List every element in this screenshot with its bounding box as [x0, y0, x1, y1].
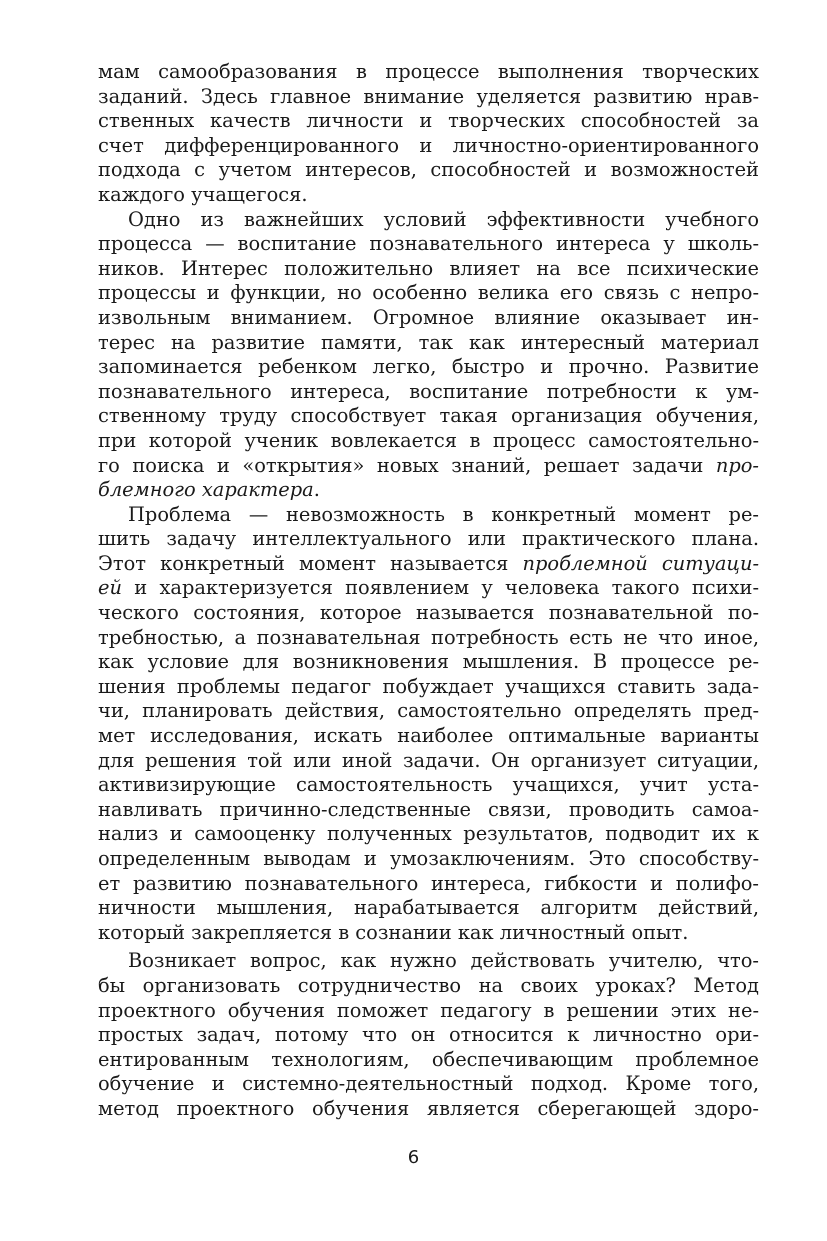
text-line: ничности мышления, нарабатывается алгоритм действий, [98, 896, 759, 920]
text-line [98, 454, 759, 479]
text-fragment: и характеризуется появлением у человека такого психи- [121, 576, 759, 600]
text-line: определенным выводам и умозаключениям. Это способству- [98, 847, 759, 870]
page-number: 6 [407, 1147, 420, 1168]
text-line: подхода с учетом интересов, способностей и возможностей [98, 158, 759, 182]
text-line: бы организовать сотрудничество на своих уроках? Метод [98, 973, 759, 997]
text-line [98, 576, 759, 601]
text-line: процесса — воспитание познавательного интереса у школь- [98, 232, 759, 256]
text-line: как условие для возникновения мышления. В процессе ре- [98, 650, 759, 674]
text-line: ственному труду способствует такая организация обучения, [98, 404, 759, 428]
text-line: проектного обучения поможет педагогу в решении этих не- [98, 998, 759, 1022]
text-line: ственных качеств личности и творческих способностей за [98, 109, 759, 133]
text-line: процессы и функции, но особенно велика его связь с непро- [98, 281, 759, 305]
text-line: шения проблемы педагог побуждает учащихся ставить зада- [98, 674, 759, 698]
text-line [98, 478, 759, 503]
text-line: счет дифференцированного и личностно-ориентированного [98, 133, 759, 157]
text-line: для решения той или иной задачи. Он организует ситуации, [98, 748, 759, 772]
text-line: навливать причинно-следственные связи, проводить самоа- [98, 797, 759, 821]
text-line: Возникает вопрос, как нужно действовать учителю, что- [128, 949, 759, 973]
text-line: ческого состояния, которое называется познавательной по- [98, 601, 759, 625]
text-line: метод проектного обучения является сберегающей здоро- [98, 1096, 759, 1120]
text-line: запоминается ребенком легко, быстро и прочно. Развитие [98, 355, 759, 379]
paragraph-2 [98, 208, 759, 503]
italic-term: блемного характера [98, 478, 314, 502]
text-line [98, 552, 759, 577]
text-line: заданий. Здесь главное внимание уделяется развитию нрав- [98, 84, 759, 108]
text-line: требностью, а познавательная потребность есть не что иное, [98, 625, 759, 649]
text-line: терес на развитие памяти, так как интересный материал [98, 330, 759, 354]
paragraph-3 [98, 503, 759, 946]
text-fragment: Этот конкретный момент называется [98, 551, 523, 575]
text-line: Проблема — невозможность в конкретный момент ре- [128, 502, 759, 526]
paragraph-1 [98, 60, 759, 208]
text-fragment: . [313, 478, 320, 502]
text-line: каждого учащегося. [98, 182, 308, 206]
text-line: познавательного интереса, воспитание потребности к ум- [98, 379, 759, 403]
text-line: мет исследования, искать наиболее оптимальные варианты [98, 724, 759, 748]
text-line: Одно из важнейших условий эффективности учебного [128, 207, 759, 231]
text-line: ет развитию познавательного интереса, гибкости и полифо- [98, 871, 759, 895]
page-body [98, 60, 759, 1122]
text-line: при которой ученик вовлекается в процесс самостоятельно- [98, 428, 759, 452]
text-line: ников. Интерес положительно влияет на все психические [98, 256, 759, 280]
text-line: ентированным технологиям, обеспечивающим проблемное [98, 1047, 759, 1071]
text-line: простых задач, потому что он относится к личностно ори- [98, 1023, 759, 1047]
text-line: шить задачу интеллектуального или практического плана. [98, 527, 759, 551]
text-line: мам самообразования в процессе выполнения творческих [98, 60, 759, 83]
text-line: извольным вниманием. Огромное влияние оказывает ин- [98, 305, 759, 329]
italic-term: про- [715, 453, 759, 477]
paragraph-4 [98, 949, 759, 1121]
text-line: активизирующие самостоятельность учащихся, учит уста- [98, 773, 759, 797]
text-line: обучение и системно-деятельностный подход. Кроме того, [98, 1072, 759, 1096]
text-fragment: го поиска и «открытия» новых знаний, решает задачи [98, 453, 716, 477]
text-line: чи, планировать действия, самостоятельно определять пред- [98, 699, 759, 723]
italic-term: ей [98, 576, 122, 600]
italic-term: проблемной ситуаци- [522, 551, 759, 575]
text-line: который закрепляется в сознании как личностный опыт. [98, 920, 689, 944]
text-line: нализ и самооценку полученных результатов, подводит их к [98, 822, 759, 846]
